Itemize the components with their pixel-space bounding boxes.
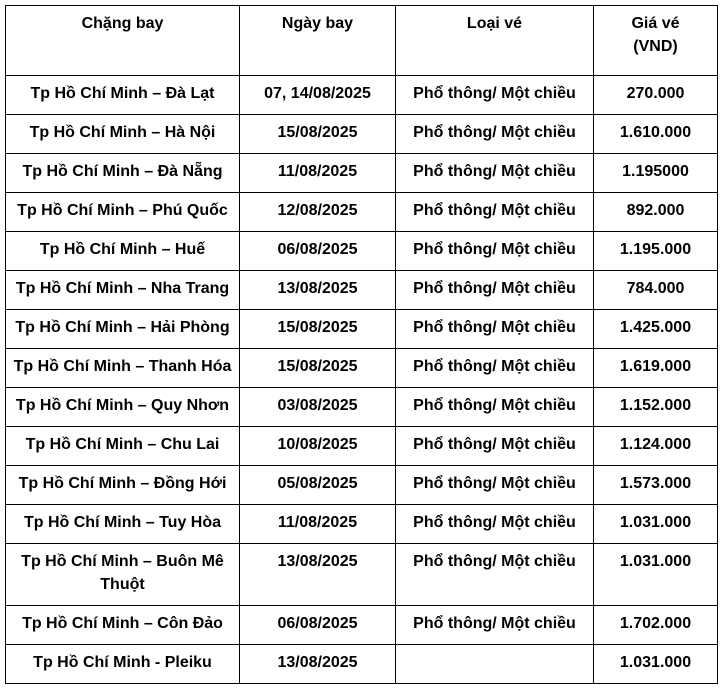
ticket-type-cell: Phổ thông/ Một chiều [396, 310, 594, 349]
date-cell: 06/08/2025 [240, 606, 396, 645]
ticket-type-cell: Phổ thông/ Một chiều [396, 193, 594, 232]
ticket-type-cell: Phổ thông/ Một chiều [396, 271, 594, 310]
table-row [6, 76, 718, 115]
price-cell: 1.124.000 [594, 427, 718, 466]
route-cell: Tp Hồ Chí Minh – Hải Phòng [6, 310, 240, 349]
price-cell: 270.000 [594, 76, 718, 115]
date-cell: 12/08/2025 [240, 193, 396, 232]
route-cell: Tp Hồ Chí Minh – Đà Nẵng [6, 154, 240, 193]
table-row [6, 606, 718, 645]
date-cell: 15/08/2025 [240, 115, 396, 154]
header-row [6, 6, 718, 76]
price-cell: 1.195.000 [594, 232, 718, 271]
date-cell: 15/08/2025 [240, 349, 396, 388]
table-row [6, 310, 718, 349]
table-row [6, 193, 718, 232]
table-row [6, 466, 718, 505]
date-cell: 11/08/2025 [240, 154, 396, 193]
date-cell: 13/08/2025 [240, 645, 396, 684]
header-ticket-type: Loại vé [396, 6, 594, 76]
date-cell: 13/08/2025 [240, 271, 396, 310]
price-cell: 1.152.000 [594, 388, 718, 427]
date-cell: 05/08/2025 [240, 466, 396, 505]
date-cell: 15/08/2025 [240, 310, 396, 349]
price-cell: 1.031.000 [594, 505, 718, 544]
ticket-type-cell: Phổ thông/ Một chiều [396, 466, 594, 505]
ticket-type-cell: Phổ thông/ Một chiều [396, 427, 594, 466]
date-cell: 06/08/2025 [240, 232, 396, 271]
date-cell: 07, 14/08/2025 [240, 76, 396, 115]
ticket-type-cell: Phổ thông/ Một chiều [396, 76, 594, 115]
header-route: Chặng bay [6, 6, 240, 76]
date-cell: 13/08/2025 [240, 544, 396, 606]
header-price-label: Giá vé [631, 15, 680, 32]
route-cell: Tp Hồ Chí Minh – Quy Nhơn [6, 388, 240, 427]
price-cell: 1.425.000 [594, 310, 718, 349]
price-cell: 1.573.000 [594, 466, 718, 505]
header-price-unit: (VND) [633, 38, 678, 55]
price-cell: 1.610.000 [594, 115, 718, 154]
ticket-type-cell: Phổ thông/ Một chiều [396, 544, 594, 606]
table-body [6, 76, 718, 684]
ticket-type-cell [396, 645, 594, 684]
table-row [6, 505, 718, 544]
ticket-type-cell: Phổ thông/ Một chiều [396, 349, 594, 388]
table-row [6, 544, 718, 606]
table-row [6, 388, 718, 427]
ticket-type-cell: Phổ thông/ Một chiều [396, 232, 594, 271]
price-cell: 1.195000 [594, 154, 718, 193]
date-cell: 03/08/2025 [240, 388, 396, 427]
ticket-type-cell: Phổ thông/ Một chiều [396, 505, 594, 544]
route-cell: Tp Hồ Chí Minh – Huế [6, 232, 240, 271]
flight-price-table [5, 5, 718, 684]
price-cell: 1.031.000 [594, 645, 718, 684]
route-cell: Tp Hồ Chí Minh – Chu Lai [6, 427, 240, 466]
route-cell: Tp Hồ Chí Minh – Đà Lạt [6, 76, 240, 115]
ticket-type-cell: Phổ thông/ Một chiều [396, 115, 594, 154]
route-cell: Tp Hồ Chí Minh – Tuy Hòa [6, 505, 240, 544]
route-cell: Tp Hồ Chí Minh – Buôn Mê Thuột [6, 544, 240, 606]
route-cell: Tp Hồ Chí Minh – Đồng Hới [6, 466, 240, 505]
table-row [6, 427, 718, 466]
price-cell: 1.031.000 [594, 544, 718, 606]
table-row [6, 115, 718, 154]
table-row [6, 349, 718, 388]
date-cell: 11/08/2025 [240, 505, 396, 544]
table-row [6, 645, 718, 684]
header-price [594, 6, 718, 76]
header-date: Ngày bay [240, 6, 396, 76]
ticket-type-cell: Phổ thông/ Một chiều [396, 388, 594, 427]
route-cell: Tp Hồ Chí Minh – Thanh Hóa [6, 349, 240, 388]
route-cell: Tp Hồ Chí Minh – Hà Nội [6, 115, 240, 154]
route-cell: Tp Hồ Chí Minh – Nha Trang [6, 271, 240, 310]
price-cell: 1.702.000 [594, 606, 718, 645]
route-cell: Tp Hồ Chí Minh – Phú Quốc [6, 193, 240, 232]
ticket-type-cell: Phổ thông/ Một chiều [396, 154, 594, 193]
ticket-type-cell: Phổ thông/ Một chiều [396, 606, 594, 645]
table-row [6, 232, 718, 271]
table-row [6, 271, 718, 310]
route-cell: Tp Hồ Chí Minh - Pleiku [6, 645, 240, 684]
price-cell: 784.000 [594, 271, 718, 310]
price-cell: 1.619.000 [594, 349, 718, 388]
price-cell: 892.000 [594, 193, 718, 232]
route-cell: Tp Hồ Chí Minh – Côn Đảo [6, 606, 240, 645]
table-row [6, 154, 718, 193]
date-cell: 10/08/2025 [240, 427, 396, 466]
